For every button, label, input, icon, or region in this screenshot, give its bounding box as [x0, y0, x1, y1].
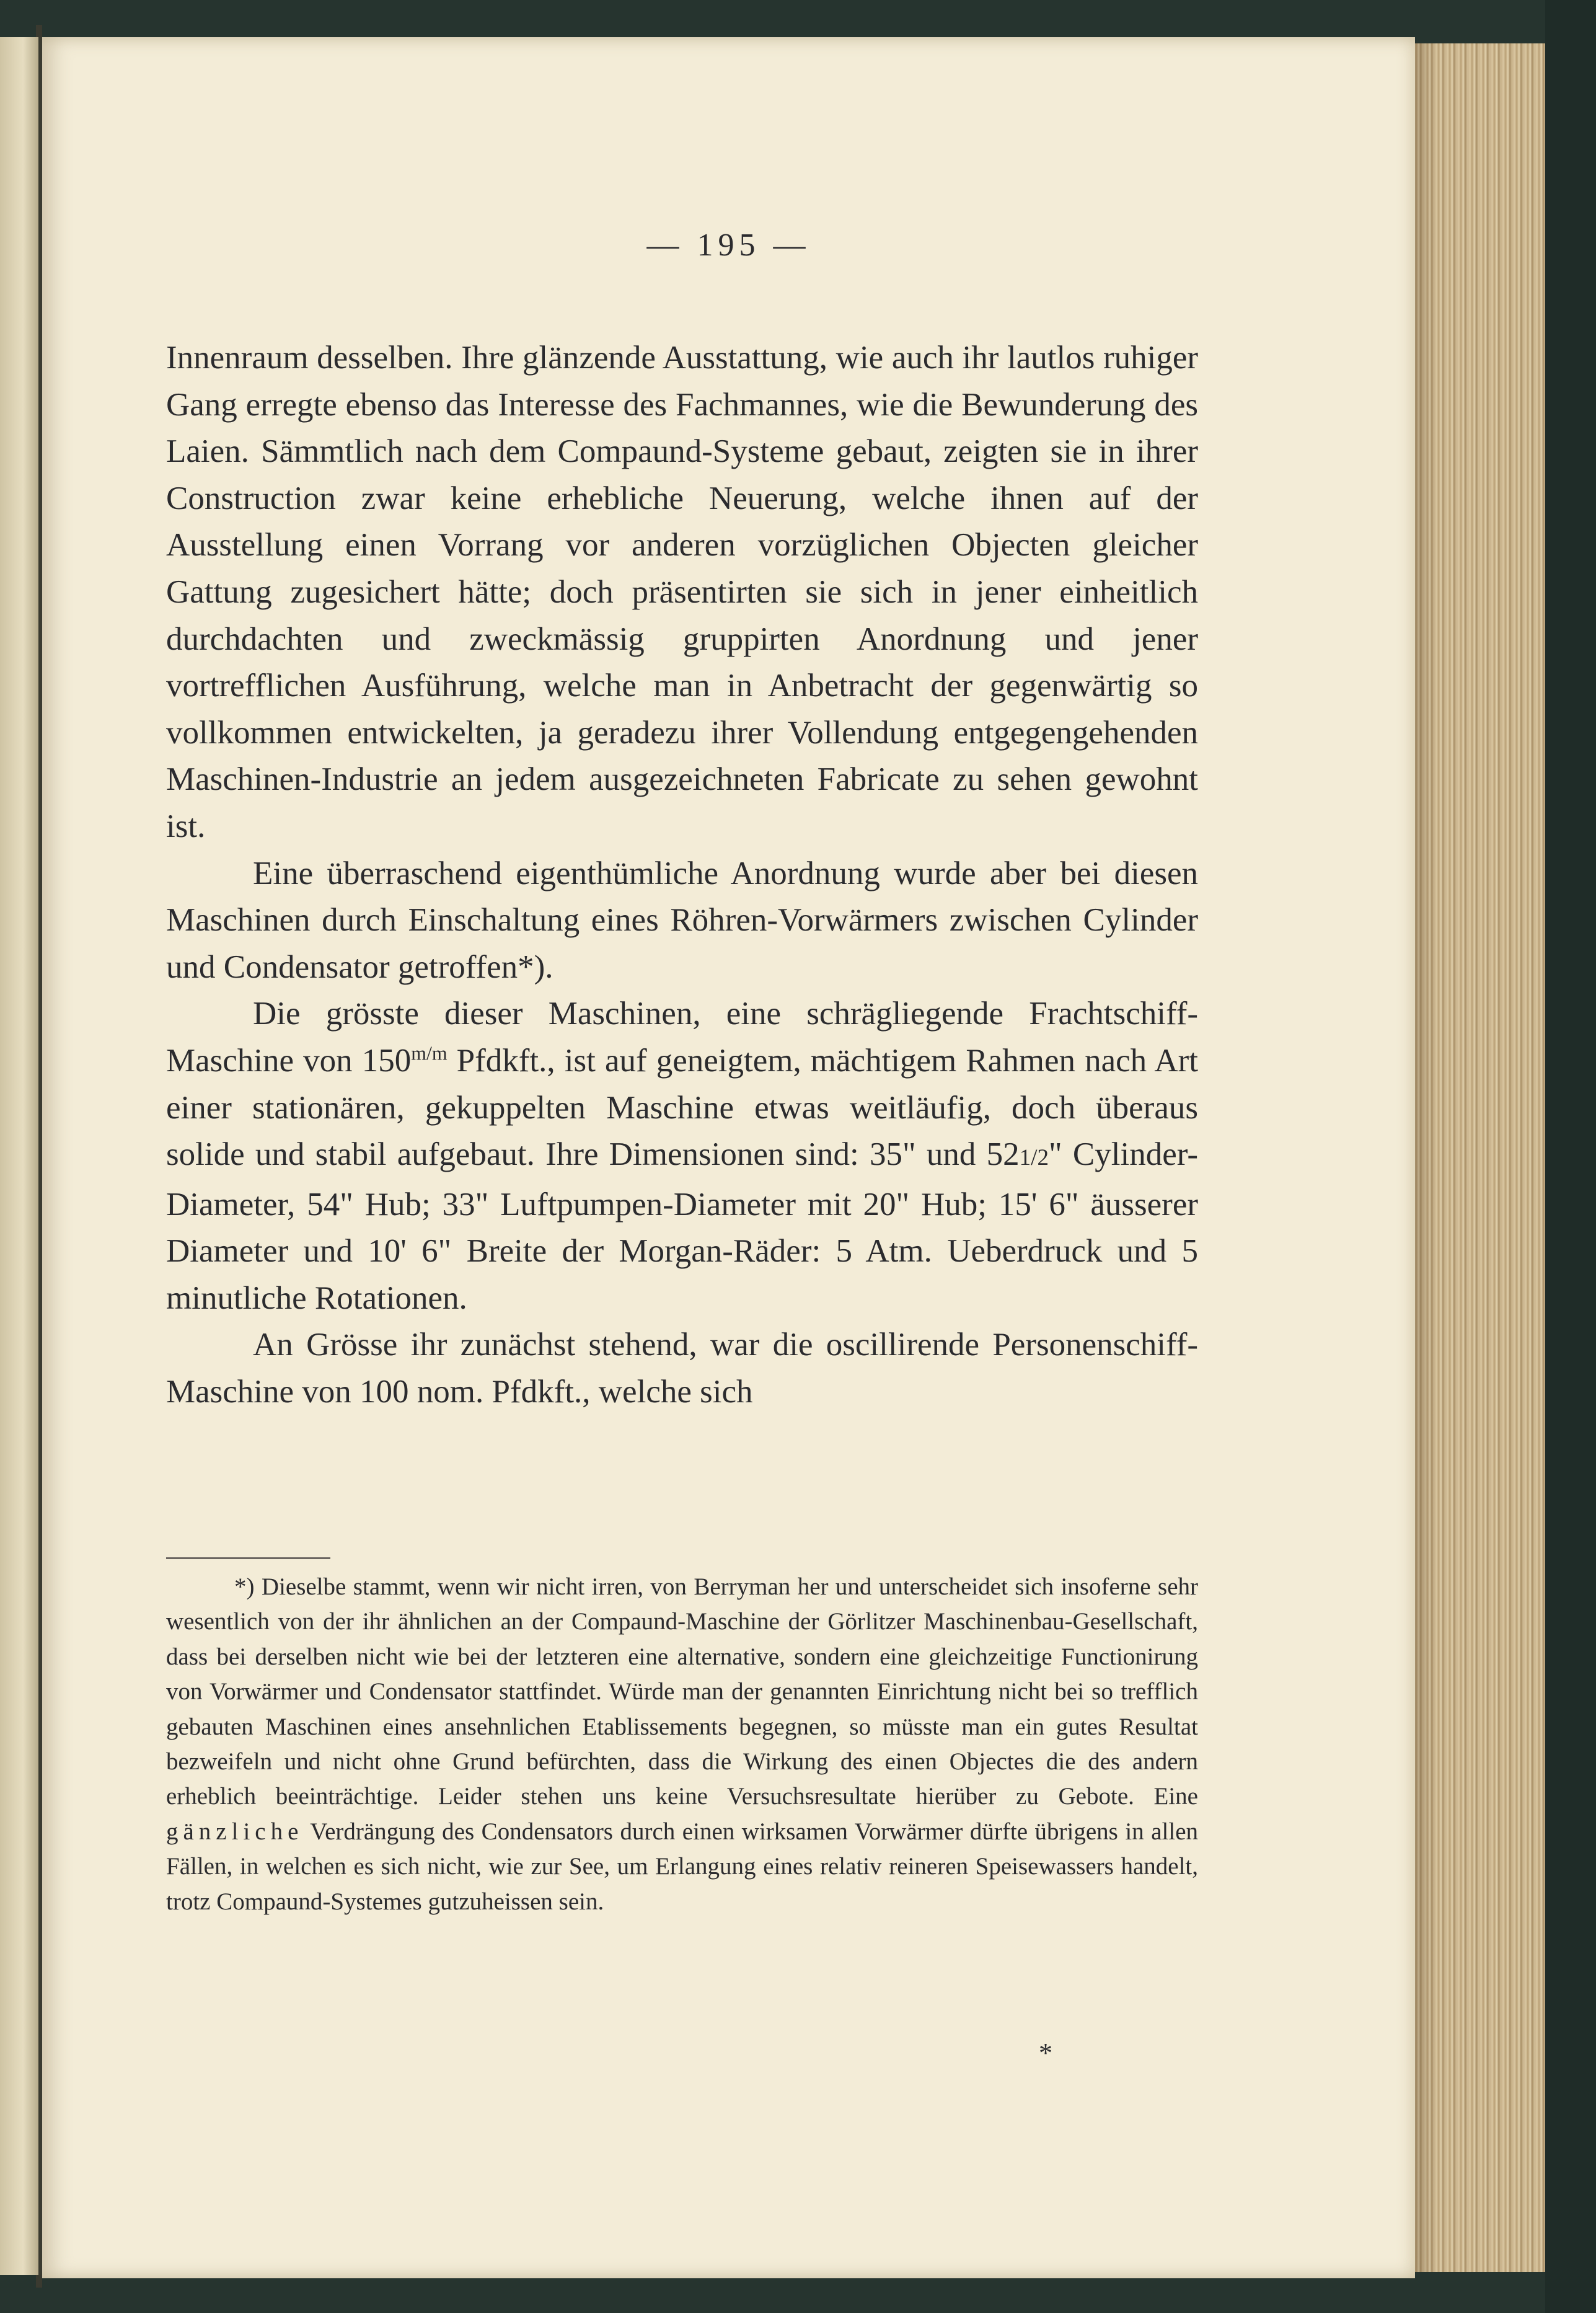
- paragraph-2: Eine überraschend eigenthümliche Anordnung wurde aber bei diesen Maschinen durch Einschaltung eines Röhren-Vorwärmers zwischen Cylinder und Condensator getroffen*).: [166, 855, 1198, 985]
- footnote-part-1: *) Dieselbe stammt, wenn wir nicht irren, von Berryman her und unterscheidet sich insoferne sehr wesentlich von der ihr ähnlichen an der Compaund-Maschine der Görlitzer Maschinenbau-Gesellschaft, dass bei derselben nicht wie bei der letzteren eine alternative, sondern eine gleichzeitige Functionirung von Vorwärmer und Condensator stattfindet. Würde man der genannten Einrichtung nicht bei so trefflich gebauten Maschinen eines ansehnlichen Etablissements begegnen, so müsste man ein gutes Resultat bezweifeln und nicht ohne Grund befürchten, dass die Wirkung des einen Objectes die des andern erheblich beeinträchtige. Leider stehen uns keine Versuchsresultate hierüber zu Gebote. Eine: [166, 1573, 1198, 1810]
- footnote-part-2: Verdrängung des Condensators durch einen wirksamen Vorwärmer dürfte übrigens in allen Fällen, in welchen es sich nicht, wie zur See, um Erlangung eines relativ reineren Speisewassers handelt, trotz Compaund-Systemes gutzuheissen sein.: [166, 1818, 1198, 1915]
- unit-superscript: m/m: [411, 1042, 447, 1064]
- signature-mark: *: [1039, 2038, 1052, 2068]
- paragraph-4: An Grösse ihr zunächst stehend, war die oscillirende Personenschiff-Maschine von 100 nom. Pfdkft., welche sich: [166, 1327, 1198, 1410]
- footnote-emphasis: gänzliche: [166, 1818, 304, 1845]
- paragraph-1: Innenraum desselben. Ihre glänzende Ausstattung, wie auch ihr lautlos ruhiger Gang erregte ebenso das Interesse des Fachmannes, wie die Bewunderung des Laien. Sämmtlich nach dem Compaund-Systeme gebaut, zeigten sie in ihrer Construction zwar keine erhebliche Neuerung, welche ihnen auf der Ausstellung einen Vorrang vor anderen vorzüglichen Objecten gleicher Gattung zugesichert hätte; doch präsentirten sie sich in jener einheitlich durchdachten und zweckmässig gruppirten Anordnung und jener vortrefflichen Ausführung, welche man in Anbetracht der gegenwärtig so vollkommen entwickelten, ja geradezu ihrer Vollendung entgegengehenden Maschinen-Industrie an jedem ausgezeichneten Fabricate zu sehen gewohnt ist.: [166, 340, 1198, 844]
- footnote: [166, 1570, 1198, 1919]
- paragraph-3-part-1: Die grösste dieser Maschinen, eine schrägliegende Frachtschiff-Maschine von 150: [166, 996, 1198, 1079]
- fraction-half: 1/2: [1019, 1145, 1049, 1171]
- facing-page-edge: [0, 37, 38, 2275]
- page-edge-shadow: [1412, 43, 1437, 2272]
- footnote-rule: [166, 1557, 330, 1559]
- paragraph-3-part-3: " Cylinder-Diameter, 54" Hub; 33" Luftpumpen-Diameter mit 20" Hub; 15' 6" äusserer Diameter und 10' 6" Breite der Morgan-Räder: 5 Atm. Ueberdruck und 5 minutliche Rotationen.: [166, 1136, 1198, 1316]
- page-sheet: [42, 37, 1415, 2278]
- footnote-text: [166, 1570, 1198, 1919]
- page-number: — 195 —: [646, 228, 811, 263]
- body-text: [166, 335, 1198, 1416]
- paragraph-3: [166, 991, 1198, 1322]
- book-cover-edge: [1545, 0, 1596, 2313]
- paragraph-3-part-2: Pfdkft., ist auf geneigtem, mächtigem Rahmen nach Art einer stationären, gekuppelten Maschine etwas weitläufig, doch überaus solide und stabil aufgebaut. Ihre Dimensionen sind: 35" und 52: [166, 1042, 1198, 1173]
